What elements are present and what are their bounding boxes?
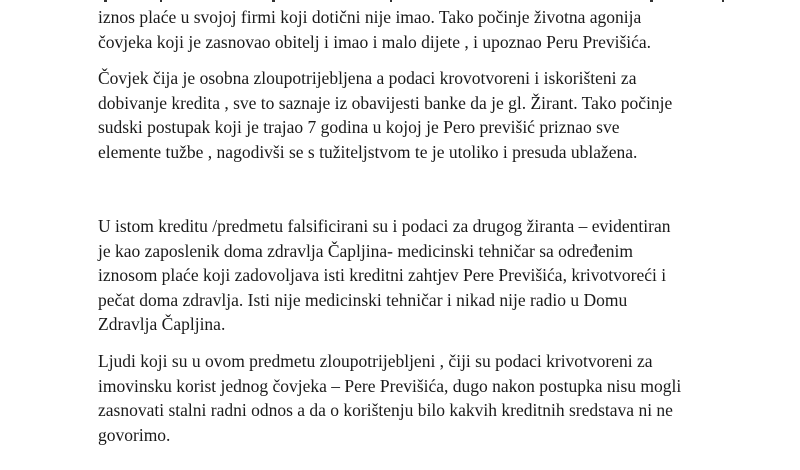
cropped-previous-line: [90, 0, 730, 3]
paragraph-line: U istom kreditu /predmetu falsificirani su i podaci za drugog žiranta – evidentiran: [98, 216, 671, 236]
paragraph-1: [98, 5, 738, 54]
paragraph-line: je kao zaposlenik doma zdravlja Čapljina- medicinski tehničar sa određenim: [98, 240, 634, 261]
paragraph-line: Zdravlja Čapljina.: [98, 314, 226, 335]
paragraph-line: imovinsku korist jednog čovjeka – Pere Previšića, dugo nakon postupka nisu mogli: [98, 375, 682, 396]
paragraph-2: [98, 66, 738, 164]
paragraph-line: pečat doma zdravlja. Isti nije medicinski tehničar i nikad nije radio u Domu: [98, 289, 628, 310]
paragraph-line: iznosom plaće koji zadovoljava isti kreditni zahtjev Pere Previšića, krivotvoreći i: [98, 265, 667, 286]
paragraph-line: iznos plaće u svojoj firmi koji dotični nije imao. Tako počinje životna agonija: [98, 7, 642, 27]
paragraph-line: Ljudi koji su u ovom predmetu zloupotrijebljeni , čiji su podaci krivotvoreni za: [98, 351, 653, 371]
paragraph-3: [98, 214, 738, 337]
paragraph-line: zasnovati stalni radni odnos a da o korištenju bilo kakvih kreditnih sredstava ni ne: [98, 400, 673, 421]
paragraph-line: dobivanje kredita , sve to saznaje iz obavijesti banke da je gl. Žirant. Tako počinje: [98, 92, 673, 113]
paragraph-4: [98, 349, 738, 447]
paragraph-line: elemente tužbe , nagodivši se s tužiteljstvom te je utoliko i presuda ublažena.: [98, 141, 638, 162]
paragraph-line: Čovjek čija je osobna zloupotrijebljena a podaci krovotvoreni i iskorišteni za: [98, 68, 637, 88]
paragraph-line: sudski postupak koji je trajao 7 godina u kojoj je Pero previšić priznao sve: [98, 117, 620, 138]
paragraph-line: čovjeka koji je zasnovao obitelj i imao i malo dijete , i upoznao Peru Previšića.: [98, 31, 652, 52]
paragraph-line: govorimo.: [98, 424, 171, 445]
